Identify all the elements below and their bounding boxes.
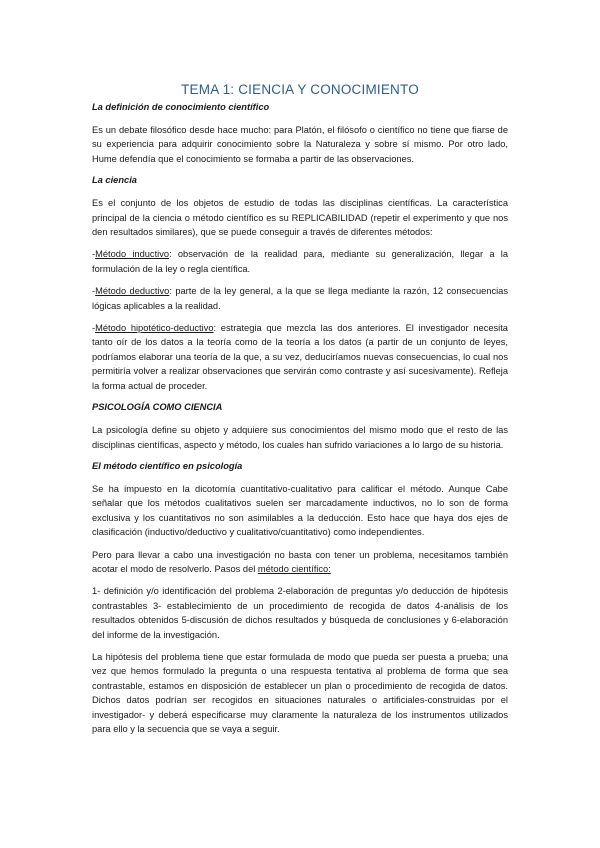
term-metodo-inductivo: Método inductivo bbox=[95, 249, 170, 260]
section-heading-metodo-psicologia: El método científico en psicología bbox=[92, 460, 243, 471]
paragraph-pasos bbox=[92, 548, 508, 577]
document-title: TEMA 1: CIENCIA Y CONOCIMIENTO bbox=[181, 82, 419, 97]
term-metodo-deductivo: Método deductivo bbox=[95, 286, 170, 297]
paragraph-psicologia: La psicología define su objeto y adquiere sus conocimientos del mismo modo que el resto de las disciplinas científicas, aspecto y método, los cuales han sufrido variaciones a lo largo de su historia. bbox=[92, 425, 508, 450]
section-heading-psicologia: PSICOLOGÍA COMO CIENCIA bbox=[92, 402, 223, 413]
section-heading-ciencia: La ciencia bbox=[92, 175, 137, 186]
paragraph-dicotomia: Se ha impuesto en la dicotomía cuantitativo-cualitativo para calificar el método. Aunque Cabe señalar que los métodos cualitativos suelen ser marcadamente inductivos, no lo son de forma exclusiva y los cuantitativos no son asimilables a la deducción. Esto hace que haya dos ejes de clasificación (inductivo/deductivo y cualitativo/cuantitativo) como independientes. bbox=[92, 483, 508, 538]
term-metodo-cientifico: método científico: bbox=[257, 563, 331, 574]
text-metodo-hipotetico: : estrategia que mezcla las dos anteriores. El investigador necesita tanto oír de los datos a la teoría como de la teoría a los datos (a partir de un conjunto de leyes, podríamos elaborar una teoría de la que, a su vez, deduciríamos nuevas consecuencias, lo cual nos permitiría volver a realizar observaciones que servirán como contraste y así sucesivamente). Refleja la forma actual de proceder. bbox=[92, 323, 508, 391]
paragraph-definicion: Es un debate filosófico desde hace mucho: para Platón, el filósofo o científico no tiene que fiarse de su experiencia para adquirir conocimiento sobre la Naturaleza y sobre sí mismo. Por otro lado, Hume defendía que el conocimiento se formaba a partir de las observaciones. bbox=[92, 125, 508, 164]
term-metodo-hipotetico: Método hipotético-deductivo bbox=[95, 323, 214, 334]
text-metodo-inductivo: : observación de la realidad para, mediante su generalización, llegar a la formulación de la ley o regla científica. bbox=[92, 249, 508, 274]
section-heading-definicion: La definición de conocimiento científico bbox=[92, 102, 270, 112]
text-metodo-deductivo: : parte de la ley general, a la que se llega mediante la razón, 12 consecuencias lógicas aplicables a la realidad. bbox=[92, 286, 509, 311]
paragraph-hipotesis: La hipótesis del problema tiene que estar formulada de modo que pueda ser puesta a prueba; una vez que hemos formulado la pregunta o una respuesta tentativa al problema de forma que sea contrastable, estamos en disposición de establecer un plan o procedimiento de recogida de datos. Dichos datos podrían ser recogidos en situaciones naturales o artificiales-construidas por el investigador- y deberá especificarse muy claramente la naturaleza de los instrumentos utilizados para ello y la secuencia que se vaya a seguir. bbox=[92, 651, 508, 734]
paragraph-ciencia: Es el conjunto de los objetos de estudio de todas las disciplinas científicas. La característica principal de la ciencia o método científico es su REPLICABILIDAD (repetir el experimento y que nos den resultados similares), que se puede conseguir a través de diferentes métodos: bbox=[92, 198, 508, 238]
paragraph-metodo-deductivo: -Método deductivo: parte de la ley general, a la que se llega mediante la razón, 12 consecuencias lógicas aplicables a la realidad. bbox=[92, 286, 509, 311]
paragraph-pasos-lista: 1- definición y/o identificación del problema 2-elaboración de preguntas y/o deducción de hipótesis contrastables 3- establecimiento de un procedimiento de recogida de datos 4-análisis de los resultados obtenidos 5-discusión de dichos resultados y búsqueda de conclusiones y 6-elaboración del informe de la investigación. bbox=[92, 586, 508, 640]
paragraph-metodo-hipotetico: -Método hipotético-deductivo: estrategia que mezcla las dos anteriores. El investigador necesita tanto oír de los datos a la teoría como de la teoría a los datos (a partir de un conjunto de leyes, podríamos elaborar una teoría de la que, a su vez, deduciríamos nuevas consecuencias, lo cual nos permitiría volver a realizar observaciones que servirán como contraste y así sucesivamente). Refleja la forma actual de proceder. bbox=[92, 323, 508, 391]
text-pasos: Pero para llevar a cabo una investigación no basta con tener un problema, necesitamos también acotar el modo de resolverlo. Pasos del bbox=[92, 549, 508, 574]
paragraph-metodo-inductivo: -Método inductivo: observación de la realidad para, mediante su generalización, llegar a la formulación de la ley o regla científica. bbox=[92, 249, 508, 274]
